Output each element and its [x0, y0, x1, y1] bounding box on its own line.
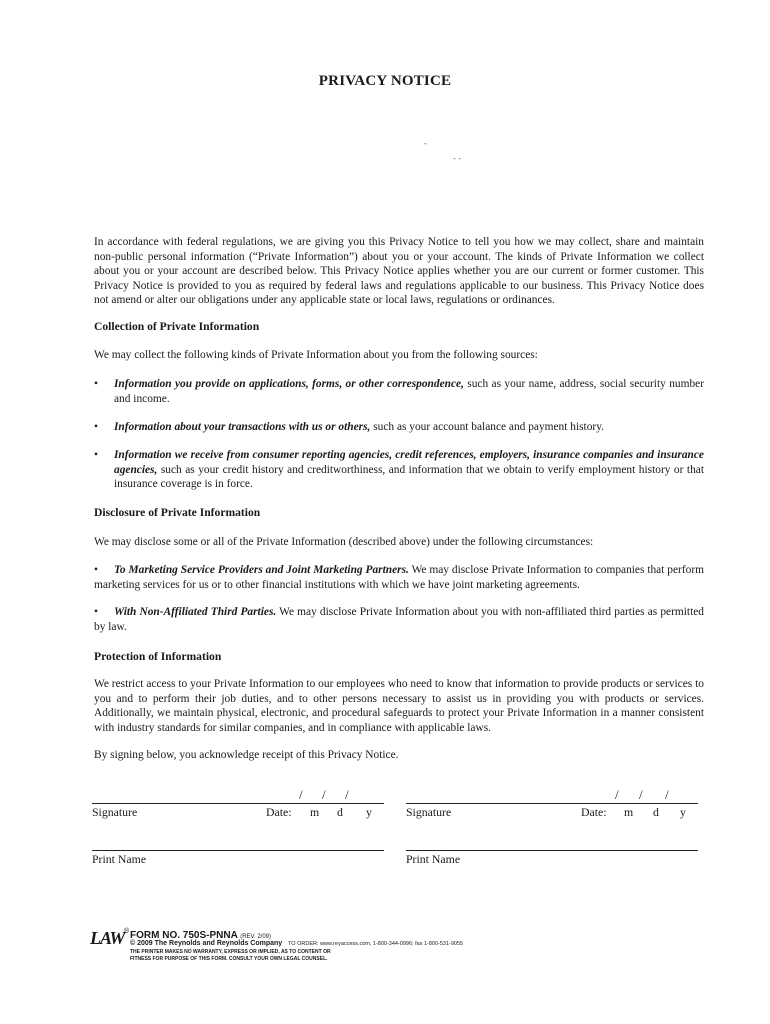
- print-name-line-right[interactable]: [406, 850, 698, 851]
- date-slash: /: [299, 787, 303, 802]
- protection-heading: Protection of Information: [94, 650, 222, 663]
- date-label-right: Date:: [581, 805, 607, 819]
- date-month-label: m: [310, 805, 320, 819]
- signature-label-left: Signature: [92, 805, 138, 819]
- list-item: [94, 448, 704, 492]
- bullet-icon: •: [94, 449, 98, 461]
- page-title: PRIVACY NOTICE: [318, 73, 452, 89]
- date-day-label: d: [337, 805, 343, 819]
- acknowledge-text: By signing below, you acknowledge receipt of this Privacy Notice.: [94, 749, 399, 761]
- disclosure-lead: We may disclose some or all of the Private Information (described above) under the following circumstances:: [94, 536, 594, 548]
- disclaimer-line-1: THE PRINTER MAKES NO WARRANTY, EXPRESS OR IMPLIED, AS TO CONTENT OR: [130, 949, 331, 955]
- date-slash: /: [322, 787, 326, 802]
- signature-line-left[interactable]: [92, 803, 384, 804]
- date-slash: /: [665, 787, 669, 802]
- list-item: [94, 605, 704, 634]
- list-item: [94, 420, 704, 435]
- list-item: [94, 377, 704, 406]
- print-name-line-left[interactable]: [92, 850, 384, 851]
- item-text: such as your credit history and creditworthiness, and information that we obtain to verify employment history or that insurance coverage is in force.: [114, 463, 704, 490]
- item-text: such as your name, address, social security number and income.: [114, 378, 704, 405]
- date-day-label: d: [653, 805, 659, 819]
- signature-line-right[interactable]: [406, 803, 698, 804]
- disclaimer-line-2: FITNESS FOR PURPOSE OF THIS FORM. CONSULT YOUR OWN LEGAL COUNSEL.: [130, 956, 328, 962]
- scan-mark: - -: [453, 153, 462, 163]
- bullet-icon: •: [94, 564, 98, 576]
- date-month-label: m: [624, 805, 634, 819]
- disclosure-heading: Disclosure of Private Information: [94, 506, 261, 519]
- registered-mark: ®: [124, 928, 130, 935]
- item-emphasis: Information you provide on applications, forms, or other correspondence,: [114, 378, 464, 390]
- scan-mark: -: [424, 138, 427, 148]
- item-emphasis: Information we receive from consumer reporting agencies, credit references, employers, insurance companies and insurance agencies,: [114, 449, 704, 476]
- item-text: such as your account balance and payment history.: [370, 421, 605, 433]
- bullet-icon: •: [94, 606, 98, 618]
- print-name-label-right: Print Name: [406, 852, 461, 866]
- item-text: We may disclose Private Information about you with non-affiliated third parties as permitted by law.: [94, 606, 704, 633]
- law-logo: LAW: [90, 928, 125, 948]
- copyright-line: [130, 940, 463, 947]
- protection-paragraph: We restrict access to your Private Information to our employees who need to know that information to provide products or services to you and to perform their job duties, and to other persons necessary to assist us in providing you with products or services. Additionally, we maintain physical, electronic, and procedural safeguards to protect your Private Information in a manner consistent with industry standards for similar companies, and in compliance with applicable laws.: [94, 678, 704, 734]
- collection-heading: Collection of Private Information: [94, 320, 260, 333]
- bullet-icon: •: [94, 378, 98, 390]
- form-number-text: FORM NO. 750S-PNNA: [130, 930, 238, 941]
- item-emphasis: With Non-Affiliated Third Parties.: [114, 606, 277, 618]
- intro-paragraph: In accordance with federal regulations, we are giving you this Privacy Notice to tell you how we may collect, share and maintain non-public personal information (“Private Information”) about you or your account. The kinds of Private Information we collect about you or your account are described below. This Privacy Notice applies whether you are our current or former customer. This Privacy Notice is provided to you as required by federal laws and regulations applicable to our business. This Privacy Notice does not amend or alter our obligations under any applicable state or local laws, regulations or ordinances.: [94, 236, 704, 306]
- bullet-icon: •: [94, 421, 98, 433]
- collection-lead: We may collect the following kinds of Private Information about you from the following sources:: [94, 349, 538, 361]
- date-label-left: Date:: [266, 805, 292, 819]
- signature-label-right: Signature: [406, 805, 452, 819]
- date-slash: /: [615, 787, 619, 802]
- item-emphasis: To Marketing Service Providers and Joint Marketing Partners.: [114, 564, 409, 576]
- date-year-label: y: [680, 805, 686, 819]
- order-info: TO ORDER: www.reyaccess.com, 1-800-344-0996; fax 1-800-531-9055: [288, 941, 464, 947]
- item-text: We may disclose Private Information to companies that perform marketing services for us or to other financial institutions with which we have joint marketing agreements.: [94, 564, 704, 591]
- form-revision: (REV. 2/09): [240, 934, 271, 940]
- copyright-text: © 2009 The Reynolds and Reynolds Company: [130, 940, 283, 947]
- date-slash: /: [345, 787, 349, 802]
- list-item: [94, 563, 704, 592]
- date-slash: /: [639, 787, 643, 802]
- print-name-label-left: Print Name: [92, 852, 147, 866]
- date-year-label: y: [366, 805, 372, 819]
- item-emphasis: Information about your transactions with us or others,: [114, 421, 371, 433]
